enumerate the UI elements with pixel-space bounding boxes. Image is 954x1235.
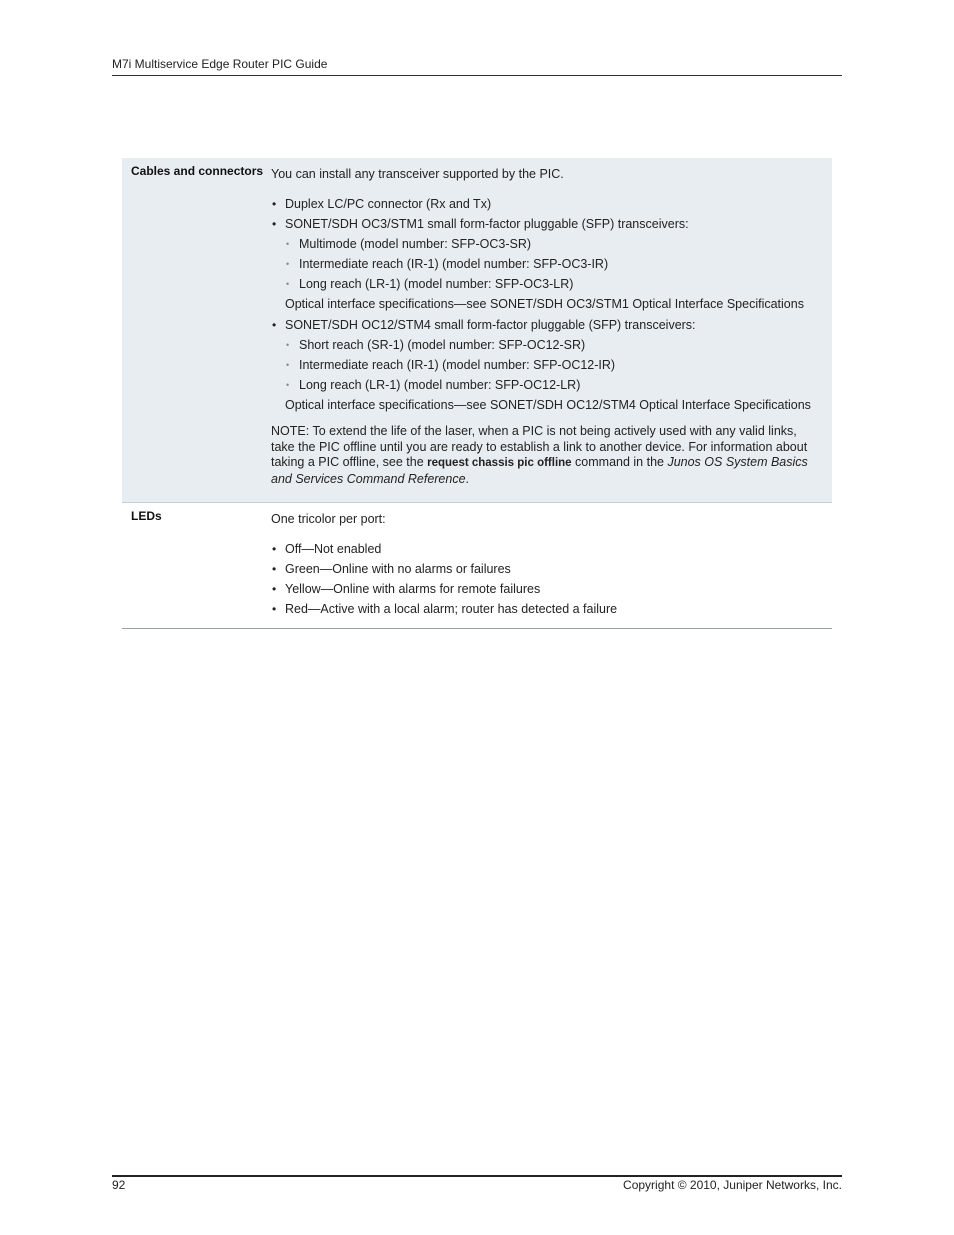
row-label-leds: LEDs bbox=[131, 509, 162, 523]
cables-list-continued bbox=[271, 315, 819, 395]
table-row-leds bbox=[122, 503, 832, 629]
document-title: M7i Multiservice Edge Router PIC Guide bbox=[112, 57, 328, 71]
sub-list-item: • Long reach (LR-1) (model number: SFP-OC3-LR) bbox=[271, 274, 819, 294]
specifications-table bbox=[122, 158, 832, 629]
sub-list-item: • Multimode (model number: SFP-OC3-SR) bbox=[271, 234, 819, 254]
list-item: • Duplex LC/PC connector (Rx and Tx) bbox=[271, 194, 819, 214]
row-content-cables bbox=[271, 158, 819, 502]
oc12-spec-reference: Optical interface specifications—see SONET/SDH OC12/STM4 Optical Interface Specifications bbox=[285, 398, 811, 412]
list-item: • SONET/SDH OC3/STM1 small form-factor pluggable (SFP) transceivers: bbox=[271, 214, 819, 234]
row-content-leds bbox=[271, 503, 617, 628]
list-item: • SONET/SDH OC12/STM4 small form-factor pluggable (SFP) transceivers: bbox=[271, 315, 819, 335]
reference-title: Junos OS System Basics and Services Command Reference bbox=[271, 455, 808, 486]
command-name: request chassis pic offline bbox=[427, 457, 572, 469]
header-divider bbox=[112, 75, 842, 76]
leds-list bbox=[271, 539, 617, 619]
cables-list bbox=[271, 194, 819, 294]
laser-note bbox=[271, 424, 819, 487]
note-text: NOTE: To extend the life of the laser, when a PIC is not being actively used with any valid links, take the PIC offline until you are ready to establish a link to another device. For information about taking a PIC offline, see the bbox=[271, 424, 808, 469]
list-item: • Off—Not enabled bbox=[271, 539, 617, 559]
page-number: 92 bbox=[112, 1178, 126, 1192]
sub-list-item: • Intermediate reach (IR-1) (model number: SFP-OC12-IR) bbox=[271, 355, 819, 375]
list-item: • Red—Active with a local alarm; router has detected a failure bbox=[271, 599, 617, 619]
list-item: • Yellow—Online with alarms for remote failures bbox=[271, 579, 617, 599]
copyright-notice: Copyright © 2010, Juniper Networks, Inc. bbox=[623, 1178, 842, 1192]
sub-list-item: • Short reach (SR-1) (model number: SFP-OC12-SR) bbox=[271, 335, 819, 355]
oc3-spec-reference: Optical interface specifications—see SONET/SDH OC3/STM1 Optical Interface Specifications bbox=[285, 297, 804, 311]
note-text: command in the bbox=[571, 455, 668, 469]
row-label-cables: Cables and connectors bbox=[131, 164, 264, 178]
leds-intro: One tricolor per port: bbox=[271, 512, 386, 526]
footer-divider bbox=[112, 1175, 842, 1177]
sub-list-item: • Long reach (LR-1) (model number: SFP-OC12-LR) bbox=[271, 375, 819, 395]
cables-intro: You can install any transceiver supported by the PIC. bbox=[271, 167, 564, 181]
note-text: . bbox=[465, 471, 470, 486]
sub-list-item: • Intermediate reach (IR-1) (model number: SFP-OC3-IR) bbox=[271, 254, 819, 274]
table-row-cables bbox=[122, 158, 832, 503]
list-item: • Green—Online with no alarms or failures bbox=[271, 559, 617, 579]
